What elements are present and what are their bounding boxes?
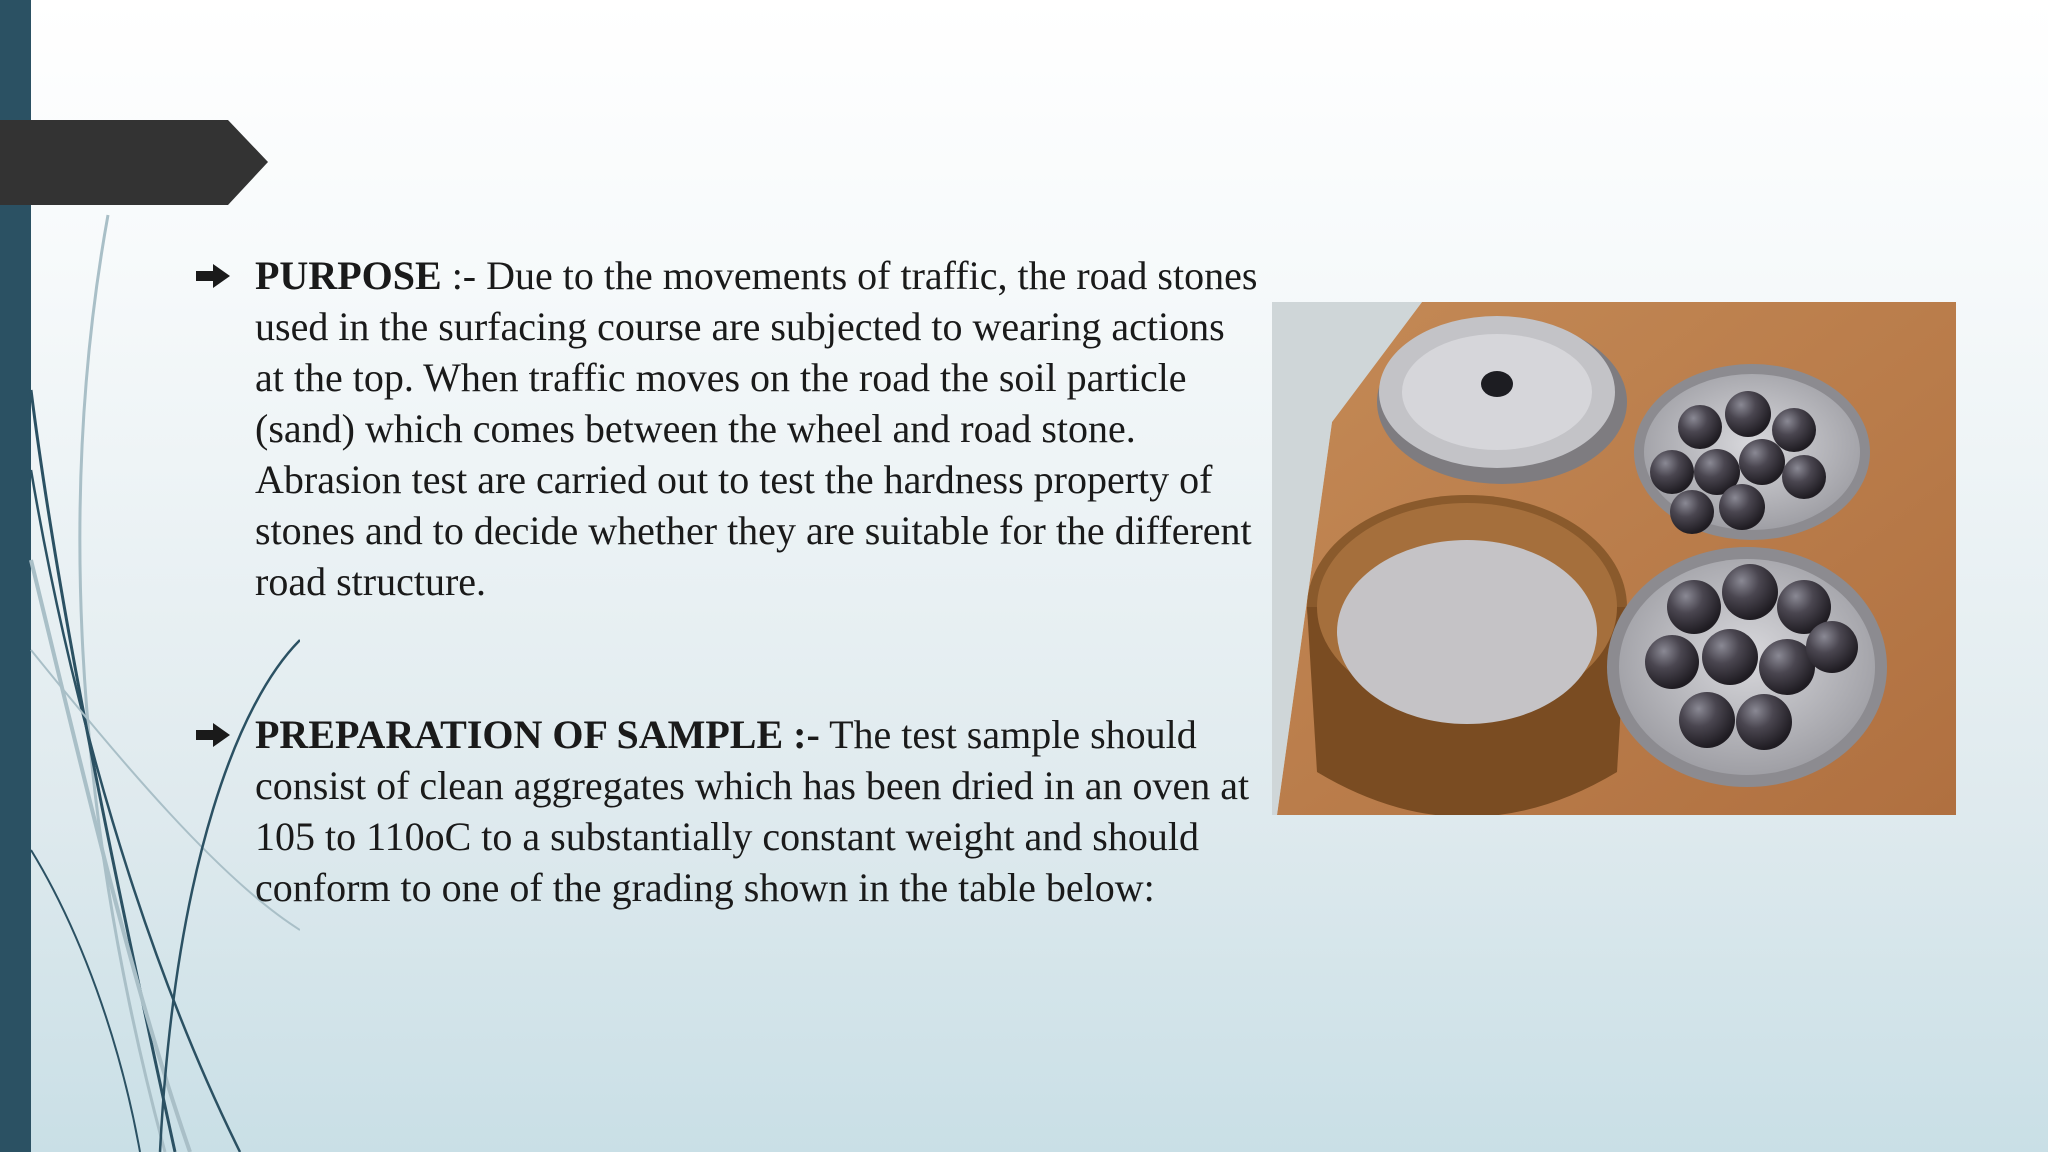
preparation-bullet <box>196 709 1261 913</box>
purpose-heading: PURPOSE <box>255 253 442 298</box>
purpose-bullet <box>196 250 1261 607</box>
arrow-bullet-icon <box>196 264 230 288</box>
purpose-text: :- Due to the movements of traffic, the road stones used in the surfacing course are subjected to wearing actions at the top. When traffic moves on the road the soil particle (sand) which comes between the wheel and road stone. Abrasion test are carried out to test the hardness property of stones and to decide whether they are suitable for the different road structure. <box>255 253 1258 604</box>
abrasion-test-photo <box>1272 302 1956 815</box>
preparation-text: The test sample should consist of clean aggregates which has been dried in an oven at 105 to 110oC to a substantially constant weight and should conform to one of the grading shown in the table below: <box>255 712 1250 910</box>
slide-content <box>196 250 1261 913</box>
arrow-bullet-icon <box>196 723 230 747</box>
title-arrow-block <box>0 120 270 205</box>
preparation-heading: PREPARATION OF SAMPLE :- <box>255 712 820 757</box>
